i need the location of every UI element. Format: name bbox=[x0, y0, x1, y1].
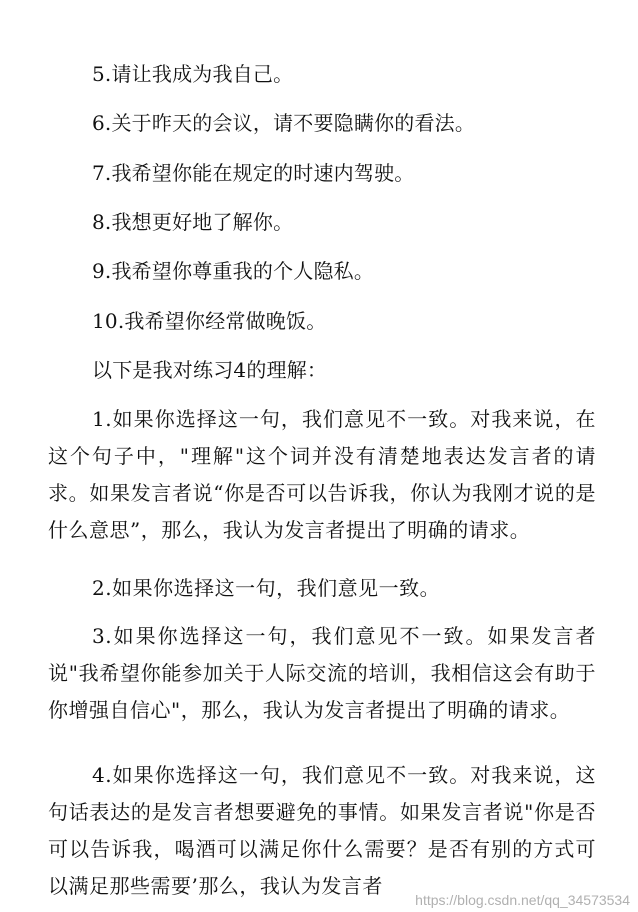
list-item-6: 6.关于昨天的会议，请不要隐瞒你的看法。 bbox=[92, 111, 476, 135]
watermark-url: https://blog.csdn.net/qq_34573534 bbox=[415, 892, 630, 908]
answer-paragraph-2: 2.如果你选择这一句，我们意见一致。 bbox=[92, 576, 441, 600]
answer-paragraph-1: 1.如果你选择这一句，我们意见不一致。对我来说，在这个句子中，"理解"这个词并没有清楚地表达发言者的请求。如果发言者说“你是否可以告诉我，你认为我刚才说的是什么意思”，那么，我认为发言者提出了明确的请求。 bbox=[48, 407, 596, 542]
list-item-7: 7.我希望你能在规定的时速内驾驶。 bbox=[92, 161, 415, 185]
answer-paragraph-3: 3.如果你选择这一句，我们意见不一致。如果发言者说"我希望你能参加关于人际交流的培训，我相信这会有助于你增强自信心"，那么，我认为发言者提出了明确的请求。 bbox=[48, 624, 596, 722]
list-item-8: 8.我想更好地了解你。 bbox=[92, 210, 294, 234]
intro-line: 以下是我对练习4的理解： bbox=[92, 358, 328, 382]
list-item-9: 9.我希望你尊重我的个人隐私。 bbox=[92, 259, 375, 283]
list-item-5: 5.请让我成为我自己。 bbox=[92, 62, 294, 86]
answer-paragraph-4: 4.如果你选择这一句，我们意见不一致。对我来说，这句话表达的是发言者想要避免的事情。如果发言者说"你是否可以告诉我，喝酒可以满足你什么需要？是否有别的方式可以满足那些需要’那么，我认为发言者 bbox=[48, 763, 596, 898]
list-item-10: 10.我希望你经常做晚饭。 bbox=[92, 309, 327, 333]
